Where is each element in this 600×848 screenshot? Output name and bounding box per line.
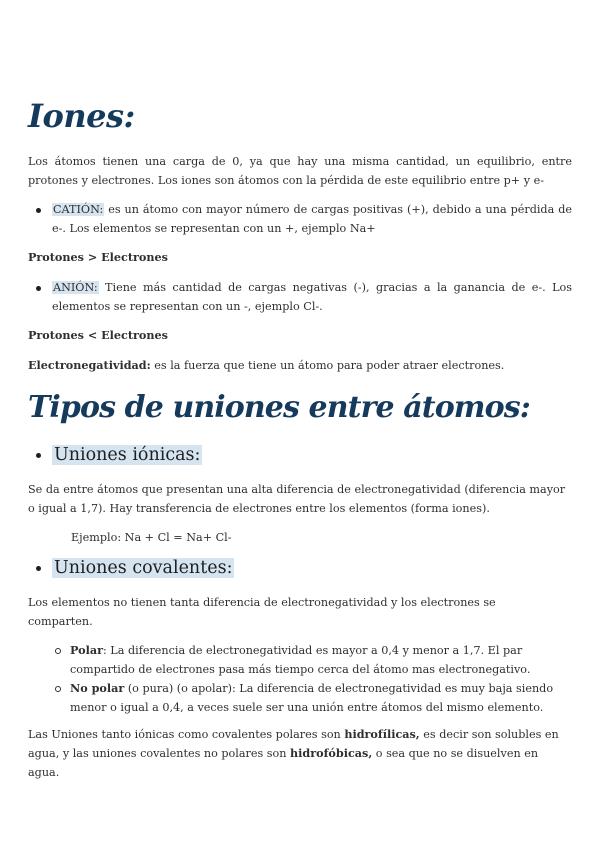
polar-term: Polar xyxy=(70,643,103,657)
cation-term: CATIÓN: xyxy=(53,203,104,216)
electronegativity-term: Electronegatividad: xyxy=(28,358,151,372)
electronegativity-definition xyxy=(28,356,572,375)
electronegativity-text: es la fuerza que tiene un átomo para poder atraer electrones. xyxy=(150,359,505,372)
hydrophobic-term: hidrofóbicas, xyxy=(290,746,373,760)
section-title-tipos-uniones: Tipos de uniones entre átomos: xyxy=(28,390,530,425)
anion-text: Tiene más cantidad de cargas negativas (-), gracias a la ganancia de e-. Los elementos se representan con un -, ejemplo Cl-. xyxy=(52,281,572,313)
bullet-dot-icon xyxy=(36,208,41,213)
heading-uniones-covalentes xyxy=(52,555,234,581)
bullet-dot-icon xyxy=(36,453,41,458)
uniones-ionicas-label: Uniones iónicas: xyxy=(54,445,201,465)
heading-uniones-ionicas xyxy=(52,442,202,468)
hydrophilic-term: hidrofílicas, xyxy=(344,727,420,741)
ionic-paragraph: Se da entre átomos que presentan una alta diferencia de electronegatividad (diferencia mayor o igual a 1,7). Hay transferencia de electrones entre los elementos (forma iones). xyxy=(28,483,566,515)
conclusion-paragraph xyxy=(28,725,572,782)
bullet-dot-icon xyxy=(36,286,41,291)
conclusion-part-1: Las Uniones tanto iónicas como covalentes polares son xyxy=(28,728,345,741)
anion-term: ANIÓN: xyxy=(53,281,98,294)
conclusion-part-2: es decir son solubles en agua, y las uniones covalentes no polares son xyxy=(28,728,559,760)
anion-rule: Protones < Electrones xyxy=(28,328,168,342)
bullet-anion xyxy=(52,278,572,316)
nonpolar-text: (o pura) (o apolar): La diferencia de electronegatividad es muy baja siendo menor o igual a 0,4, a veces suele ser una unión entre átomos del mismo elemento. xyxy=(70,682,554,714)
conclusion-part-3: o sea que no se disuelven en agua. xyxy=(28,747,539,779)
bullet-dot-icon xyxy=(36,566,41,571)
cation-rule: Protones > Electrones xyxy=(28,250,168,264)
intro-paragraph: Los átomos tienen una carga de 0, ya que hay una misma cantidad, un equilibrio, entre protones y electrones. Los iones son átomos con la pérdida de este equilibrio entre p+ y e- xyxy=(28,155,572,187)
cation-text: es un átomo con mayor número de cargas positivas (+), debido a una pérdida de e-. Los elementos se representan con un +, ejemplo Na+ xyxy=(52,203,572,235)
ionic-example: Ejemplo: Na + Cl = Na+ Cl- xyxy=(71,531,232,544)
hollow-bullet-icon xyxy=(55,686,61,692)
section-title-iones: Iones: xyxy=(28,97,135,135)
nonpolar-term: No polar xyxy=(70,681,125,695)
subitem-no-polar xyxy=(70,679,570,717)
bullet-cation xyxy=(52,200,572,238)
covalent-paragraph: Los elementos no tienen tanta diferencia de electronegatividad y los electrones se comparten. xyxy=(28,596,496,628)
polar-text: : La diferencia de electronegatividad es mayor a 0,4 y menor a 1,7. El par compartido de electrones pasa más tiempo cerca del átomo mas electronegativo. xyxy=(70,644,531,676)
hollow-bullet-icon xyxy=(55,648,61,654)
subitem-polar xyxy=(70,641,570,679)
uniones-covalentes-label: Uniones covalentes: xyxy=(54,558,233,578)
